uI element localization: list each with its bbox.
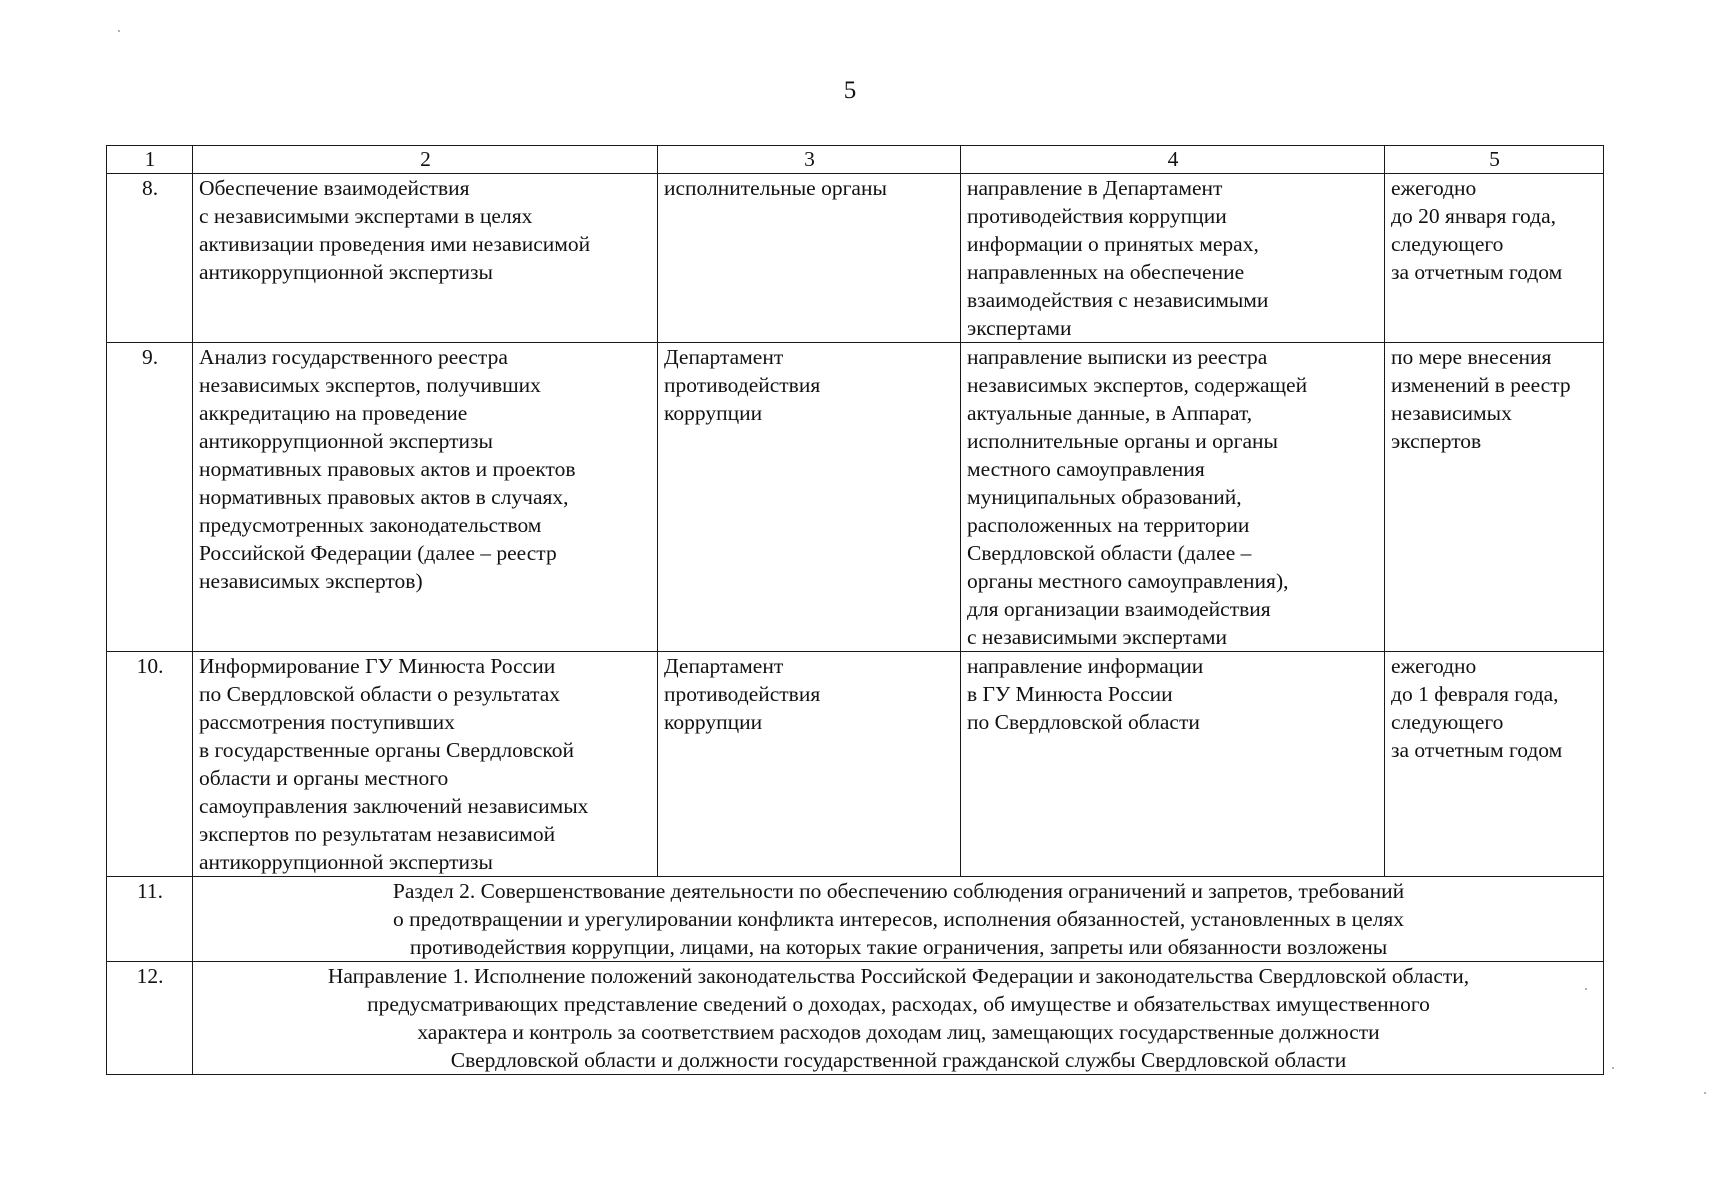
cell-text-line: Обеспечение взаимодействия [199,176,470,200]
section-heading-line: о предотвращении и урегулировании конфликта интересов, исполнения обязанностей, установленных в целях [392,907,1404,931]
cell-text-line: в ГУ Минюста России [967,682,1173,706]
column-header-4: 4 [961,146,1385,174]
cell-text-line: для организации взаимодействия [967,597,1271,621]
cell-text-line: направление в Департамент [967,176,1223,200]
cell-text-line: антикоррупционной экспертизы [199,260,493,284]
measures-table [106,145,1604,1075]
row-number: 12. [107,962,193,1075]
result-cell [961,652,1385,877]
executor-cell [658,652,961,877]
cell-text-line: следующего [1391,232,1504,256]
cell-text-line: противодействия коррупции [967,204,1227,228]
cell-text-line: по Свердловской области о результатах [199,682,561,706]
cell-text-line: независимых экспертов, получивших [199,373,541,397]
cell-text-line: антикоррупционной экспертизы [199,850,493,874]
cell-text-line: изменений в реестр [1391,373,1571,397]
row-number: 11. [107,877,193,962]
table-header-row [107,146,1604,174]
direction-heading-cell [193,962,1604,1075]
activity-cell [193,174,658,343]
cell-text-line: экспертами [967,316,1072,340]
cell-text-line: ежегодно [1391,176,1477,200]
cell-text-line: исполнительные органы и органы [967,429,1278,453]
cell-text-line: области и органы местного [199,766,449,790]
cell-text-line: направленных на обеспечение [967,260,1245,284]
cell-text-line: рассмотрения поступивших [199,710,455,734]
cell-text-line: за отчетным годом [1391,738,1563,762]
cell-text-line: направление выписки из реестра [967,345,1268,369]
result-cell [961,174,1385,343]
direction-heading-line: Направление 1. Исполнение положений законодательства Российской Федерации и законодательства Свердловской области, [327,964,1470,988]
cell-text-line: независимых экспертов, содержащей [967,373,1308,397]
scan-speck [118,30,120,32]
direction-heading-line: Свердловской области и должности государственной гражданской службы Свердловской области [450,1048,1347,1072]
cell-text-line: исполнительные органы [664,176,887,200]
scan-speck [1585,988,1587,990]
activity-cell [193,652,658,877]
deadline-cell [1385,343,1604,652]
page-number: 5 [843,77,857,104]
cell-text-line: активизации проведения ими независимой [199,232,591,256]
cell-text-line: с независимыми экспертами [967,625,1228,649]
cell-text-line: независимых [1391,401,1512,425]
section-heading-line: противодействия коррупции, лицами, на которых такие ограничения, запреты или обязанности возложены [409,935,1388,959]
cell-text-line: нормативных правовых актов в случаях, [199,485,569,509]
cell-text-line: актуальные данные, в Аппарат, [967,401,1253,425]
cell-text-line: Информирование ГУ Минюста России [199,654,556,678]
section-row [107,877,1604,962]
cell-text-line: экспертов [1391,429,1482,453]
cell-text-line: за отчетным годом [1391,260,1563,284]
row-number: 8. [107,174,193,343]
cell-text-line: ежегодно [1391,654,1477,678]
cell-text-line: местного самоуправления [967,457,1205,481]
column-header-5: 5 [1385,146,1604,174]
cell-text-line: Департамент [664,345,784,369]
cell-text-line: коррупции [664,401,763,425]
column-header-1: 1 [107,146,193,174]
scan-speck [1612,1067,1614,1069]
cell-text-line: до 20 января года, [1391,204,1557,228]
cell-text-line: независимых экспертов) [199,569,423,593]
section-row [107,962,1604,1075]
cell-text-line: в государственные органы Свердловской [199,738,575,762]
cell-text-line: нормативных правовых актов и проектов [199,457,576,481]
cell-text-line: коррупции [664,710,763,734]
executor-cell [658,343,961,652]
activity-cell [193,343,658,652]
row-number: 10. [107,652,193,877]
deadline-cell [1385,174,1604,343]
result-cell [961,343,1385,652]
cell-text-line: антикоррупционной экспертизы [199,429,493,453]
cell-text-line: Анализ государственного реестра [199,345,508,369]
cell-text-line: с независимыми экспертами в целях [199,204,533,228]
cell-text-line: Свердловской области (далее – [967,541,1252,565]
cell-text-line: противодействия [664,373,821,397]
cell-text-line: Департамент [664,654,784,678]
section-heading-line: Раздел 2. Совершенствование деятельности по обеспечению соблюдения ограничений и запретов, требований [392,879,1405,903]
cell-text-line: до 1 февраля года, [1391,682,1559,706]
section-heading-cell [193,877,1604,962]
cell-text-line: предусмотренных законодательством [199,513,542,537]
direction-heading-line: предусматривающих представление сведений о доходах, расходах, об имуществе и обязательствах имущественного [367,992,1430,1016]
column-header-3: 3 [658,146,961,174]
scan-speck [1704,1092,1706,1094]
cell-text-line: следующего [1391,710,1504,734]
row-number: 9. [107,343,193,652]
column-header-2: 2 [193,146,658,174]
table-row [107,652,1604,877]
cell-text-line: Российской Федерации (далее – реестр [199,541,557,565]
direction-heading-line: характера и контроль за соответствием расходов доходам лиц, замещающих государственные должности [417,1020,1380,1044]
cell-text-line: самоуправления заключений независимых [199,794,589,818]
cell-text-line: информации о принятых мерах, [967,232,1259,256]
cell-text-line: направление информации [967,654,1204,678]
cell-text-line: расположенных на территории [967,513,1250,537]
cell-text-line: экспертов по результатам независимой [199,822,556,846]
cell-text-line: взаимодействия с независимыми [967,288,1269,312]
table-row [107,343,1604,652]
cell-text-line: аккредитацию на проведение [199,401,468,425]
executor-cell [658,174,961,343]
table-row [107,174,1604,343]
cell-text-line: органы местного самоуправления), [967,569,1289,593]
cell-text-line: по мере внесения [1391,345,1552,369]
cell-text-line: противодействия [664,682,821,706]
deadline-cell [1385,652,1604,877]
cell-text-line: муниципальных образований, [967,485,1242,509]
cell-text-line: по Свердловской области [967,710,1200,734]
